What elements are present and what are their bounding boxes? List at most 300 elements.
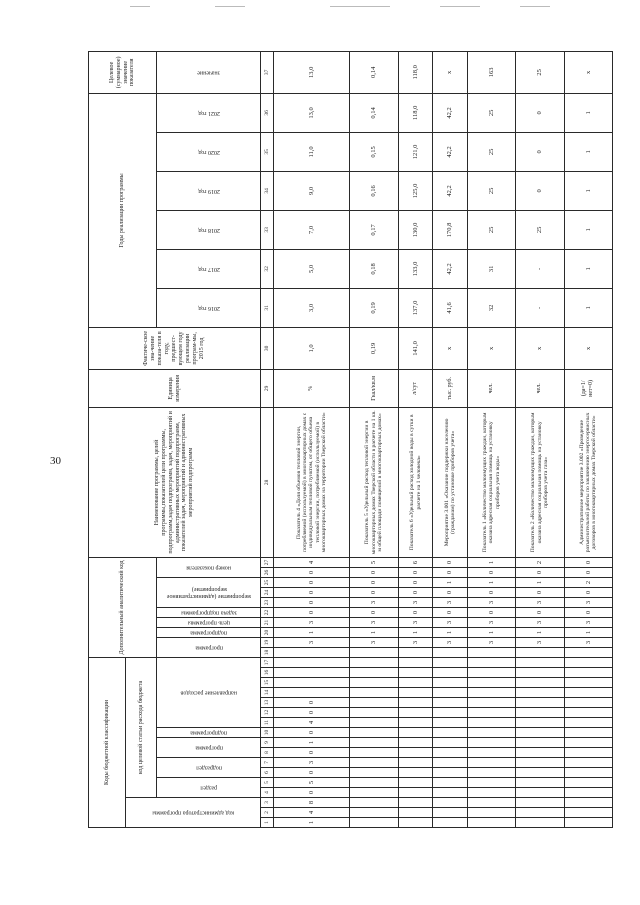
budget-code-cell: 0: [274, 748, 350, 758]
header-target-value: значение: [157, 51, 261, 93]
budget-code-cell: [274, 657, 350, 667]
budget-code-cell: [467, 738, 515, 748]
analytic-code-cell: 3: [433, 617, 467, 627]
column-index-cell: 29: [261, 369, 274, 407]
column-index-cell: 6: [261, 768, 274, 778]
analytic-code-cell: [350, 647, 398, 657]
header-year-2018: 2018 год: [157, 210, 261, 249]
header-sub-direction: направление расходов: [157, 657, 261, 727]
budget-code-cell: [433, 818, 467, 828]
budget-code-cell: [350, 728, 398, 738]
analytic-code-cell: 1: [516, 577, 564, 587]
column-index-cell: 25: [261, 577, 274, 587]
base-year-value: х: [467, 327, 515, 369]
column-index-cell: 22: [261, 607, 274, 617]
page-number: 30: [50, 455, 61, 467]
analytic-code-cell: 0: [433, 587, 467, 597]
budget-code-cell: [516, 718, 564, 728]
table-row: [398, 51, 432, 827]
analytic-code-cell: 3: [564, 637, 612, 647]
year-value-cell: 1: [564, 288, 612, 327]
budget-code-cell: [516, 657, 564, 667]
budget-code-cell: [516, 748, 564, 758]
analytic-code-cell: 1: [516, 627, 564, 637]
year-value-cell: 1: [564, 249, 612, 288]
column-index-cell: 1: [261, 818, 274, 828]
budget-code-cell: [398, 818, 432, 828]
budget-code-cell: [433, 708, 467, 718]
budget-code-cell: [274, 688, 350, 698]
year-value-cell: 125,0: [398, 171, 432, 210]
analytic-code-cell: 2: [516, 557, 564, 567]
table-row: [467, 51, 515, 827]
year-value-cell: 1: [564, 132, 612, 171]
analytic-code-cell: 0: [274, 607, 350, 617]
year-value-cell: 9,0: [274, 171, 350, 210]
column-index-cell: 36: [261, 93, 274, 132]
budget-code-cell: 5: [274, 778, 350, 788]
analytic-code-cell: 1: [564, 627, 612, 637]
analytic-code-cell: 0: [433, 607, 467, 617]
analytic-code-cell: 0: [274, 597, 350, 607]
budget-code-cell: 0: [274, 768, 350, 778]
indicator-name-cell: Показатель 2 «Количество малоимущих граждан, которым оказана адресная социальная помощь на установку приборов учета газа»: [516, 407, 564, 557]
analytic-code-cell: 3: [398, 597, 432, 607]
budget-code-cell: [350, 778, 398, 788]
year-value-cell: 0,14: [350, 93, 398, 132]
target-value-cell: х: [433, 51, 467, 93]
budget-code-cell: [564, 768, 612, 778]
budget-code-cell: [516, 668, 564, 678]
budget-code-cell: [516, 808, 564, 818]
analytic-code-cell: [398, 647, 432, 657]
analytic-code-cell: 0: [398, 577, 432, 587]
base-year-value: х: [433, 327, 467, 369]
analytic-code-cell: 0: [433, 557, 467, 567]
year-value-cell: 42,2: [433, 93, 467, 132]
header-year-2017: 2017 год: [157, 249, 261, 288]
budget-code-cell: 0: [274, 708, 350, 718]
budget-code-cell: [350, 768, 398, 778]
year-value-cell: 170,8: [433, 210, 467, 249]
year-value-cell: 25: [467, 210, 515, 249]
budget-code-cell: [433, 748, 467, 758]
budget-code-cell: [467, 718, 515, 728]
column-index-cell: 4: [261, 788, 274, 798]
year-value-cell: 0: [516, 132, 564, 171]
budget-code-cell: [564, 798, 612, 808]
analytic-code-cell: 0: [274, 567, 350, 577]
year-value-cell: 0,15: [350, 132, 398, 171]
analytic-code-cell: 3: [433, 597, 467, 607]
header-an-task: задача подпрограммы: [157, 607, 261, 617]
header-name-col: Наименование программы, целей программы,показателей цели программы, подпрограмм,задач подпрограмм, задач, мероприятий и административных мероприятий подпрограмм, показателей задач, мероприятий и административных мероприятий подпрограмм: [89, 407, 261, 557]
base-year-value: 1,0: [274, 327, 350, 369]
column-index-cell: 14: [261, 688, 274, 698]
target-value-cell: 13,0: [274, 51, 350, 93]
budget-code-cell: [433, 688, 467, 698]
year-value-cell: 13,0: [274, 93, 350, 132]
analytic-code-cell: 0: [564, 587, 612, 597]
budget-code-cell: [398, 758, 432, 768]
budget-code-cell: [564, 678, 612, 688]
column-index-cell: 23: [261, 597, 274, 607]
budget-code-cell: [516, 728, 564, 738]
budget-code-cell: [350, 738, 398, 748]
budget-code-cell: [350, 818, 398, 828]
column-index-cell: 37: [261, 51, 274, 93]
table-row: [564, 51, 612, 827]
unit-cell: %: [274, 369, 350, 407]
analytic-code-cell: 0: [350, 587, 398, 597]
analytic-code-cell: 0: [350, 607, 398, 617]
budget-code-cell: [564, 748, 612, 758]
year-value-cell: -: [516, 249, 564, 288]
base-year-value: х: [516, 327, 564, 369]
base-year-value: 0,19: [350, 327, 398, 369]
year-value-cell: 121,0: [398, 132, 432, 171]
year-value-cell: 130,0: [398, 210, 432, 249]
analytic-code-cell: 6: [398, 557, 432, 567]
budget-code-cell: [398, 768, 432, 778]
header-budget-code: код целевой статьи расхода бюджета: [126, 657, 157, 797]
budget-code-cell: [564, 758, 612, 768]
analytic-code-cell: 3: [350, 617, 398, 627]
budget-code-cell: [467, 668, 515, 678]
analytic-code-cell: 3: [398, 637, 432, 647]
budget-code-cell: [274, 668, 350, 678]
analytic-code-cell: 3: [467, 617, 515, 627]
budget-code-cell: [564, 657, 612, 667]
budget-code-cell: [398, 748, 432, 758]
budget-code-cell: [433, 788, 467, 798]
year-value-cell: 1: [564, 93, 612, 132]
analytic-code-cell: 1: [467, 627, 515, 637]
analytic-code-cell: 0: [467, 587, 515, 597]
header-sub-razdel: раздел: [157, 778, 261, 798]
budget-code-cell: [564, 738, 612, 748]
header-sub-podrazdel: подраздел: [157, 758, 261, 778]
budget-code-cell: [433, 798, 467, 808]
budget-code-cell: [350, 657, 398, 667]
year-value-cell: 25: [467, 171, 515, 210]
budget-code-cell: [467, 657, 515, 667]
year-value-cell: 32: [467, 288, 515, 327]
budget-code-cell: 1: [274, 818, 350, 828]
column-index-cell: 35: [261, 132, 274, 171]
program-indicators-table: [88, 51, 613, 828]
analytic-code-cell: 1: [398, 627, 432, 637]
column-index-cell: 11: [261, 718, 274, 728]
column-index-cell: 19: [261, 637, 274, 647]
budget-code-cell: [398, 808, 432, 818]
analytic-code-cell: 3: [350, 597, 398, 607]
column-index-row: [261, 51, 274, 827]
year-value-cell: 0,18: [350, 249, 398, 288]
budget-code-cell: [350, 758, 398, 768]
header-sub-program: программа: [157, 738, 261, 758]
year-value-cell: 41,6: [433, 288, 467, 327]
year-value-cell: 0,17: [350, 210, 398, 249]
budget-code-cell: [467, 768, 515, 778]
budget-code-cell: 8: [274, 798, 350, 808]
analytic-code-cell: 3: [516, 637, 564, 647]
year-value-cell: 31: [467, 249, 515, 288]
budget-code-cell: [467, 708, 515, 718]
analytic-code-cell: [564, 647, 612, 657]
budget-code-cell: [350, 788, 398, 798]
budget-code-cell: [433, 698, 467, 708]
budget-code-cell: [564, 698, 612, 708]
analytic-code-cell: 3: [516, 617, 564, 627]
year-value-cell: 25: [516, 210, 564, 249]
column-index-cell: 9: [261, 738, 274, 748]
budget-code-cell: [398, 688, 432, 698]
budget-code-cell: [398, 728, 432, 738]
year-value-cell: 3,0: [274, 288, 350, 327]
rotated-table-frame: [88, 56, 613, 828]
budget-code-cell: [350, 748, 398, 758]
analytic-code-cell: 3: [350, 637, 398, 647]
budget-code-cell: [350, 718, 398, 728]
budget-code-cell: [516, 688, 564, 698]
table-row: [516, 51, 564, 827]
target-value-cell: 25: [516, 51, 564, 93]
budget-code-cell: [467, 788, 515, 798]
year-value-cell: 42,2: [433, 249, 467, 288]
analytic-code-cell: 0: [433, 567, 467, 577]
column-index-cell: 2: [261, 808, 274, 818]
year-value-cell: 25: [467, 93, 515, 132]
budget-code-cell: [350, 708, 398, 718]
year-value-cell: 0: [516, 93, 564, 132]
analytic-code-cell: [467, 647, 515, 657]
year-value-cell: 5,0: [274, 249, 350, 288]
column-index-cell: 18: [261, 647, 274, 657]
budget-code-cell: [350, 808, 398, 818]
unit-cell: чел.: [516, 369, 564, 407]
budget-code-cell: [516, 788, 564, 798]
column-index-cell: 17: [261, 657, 274, 667]
budget-code-cell: [467, 698, 515, 708]
table-row: [350, 51, 398, 827]
budget-code-cell: [564, 668, 612, 678]
analytic-code-cell: 4: [274, 557, 350, 567]
budget-code-cell: [274, 678, 350, 688]
header-years-block: Годы реализации программы: [89, 93, 157, 327]
column-index-cell: 8: [261, 748, 274, 758]
budget-code-cell: [398, 718, 432, 728]
analytic-code-cell: 3: [274, 637, 350, 647]
header-target-block: Целевое (суммарное) значение показателя: [89, 51, 157, 93]
header-sub-admin: код администратора программы: [126, 798, 261, 828]
unit-cell: Гкал/кв.м: [350, 369, 398, 407]
budget-code-cell: [564, 808, 612, 818]
budget-code-cell: [350, 798, 398, 808]
budget-code-cell: [398, 778, 432, 788]
budget-code-cell: [516, 768, 564, 778]
analytic-code-cell: 0: [516, 607, 564, 617]
unit-cell: чел.: [467, 369, 515, 407]
budget-code-cell: [398, 698, 432, 708]
year-value-cell: 0,19: [350, 288, 398, 327]
column-index-cell: 34: [261, 171, 274, 210]
budget-code-cell: [516, 798, 564, 808]
column-index-cell: 33: [261, 210, 274, 249]
column-index-cell: 7: [261, 758, 274, 768]
year-value-cell: 1: [564, 210, 612, 249]
budget-code-cell: [398, 657, 432, 667]
indicator-name-cell: Мероприятие 3.001 «Оказание поддержки населению (гражданам) по установке приборов учета»: [433, 407, 467, 557]
analytic-code-cell: [433, 647, 467, 657]
column-index-cell: 30: [261, 327, 274, 369]
budget-code-cell: [516, 738, 564, 748]
budget-code-cell: [350, 668, 398, 678]
budget-code-cell: [433, 678, 467, 688]
budget-code-cell: [433, 758, 467, 768]
target-value-cell: 163: [467, 51, 515, 93]
budget-code-cell: [398, 738, 432, 748]
table-row: [274, 51, 350, 827]
analytic-code-cell: [274, 647, 350, 657]
budget-code-cell: [398, 678, 432, 688]
target-value-cell: х: [564, 51, 612, 93]
year-value-cell: 7,0: [274, 210, 350, 249]
target-value-cell: 118,0: [398, 51, 432, 93]
budget-code-cell: [516, 678, 564, 688]
budget-code-cell: [467, 688, 515, 698]
analytic-code-cell: 0: [564, 557, 612, 567]
budget-code-cell: [564, 708, 612, 718]
table-row: [433, 51, 467, 827]
budget-code-cell: [350, 688, 398, 698]
analytic-code-cell: 3: [516, 597, 564, 607]
analytic-code-cell: 0: [398, 567, 432, 577]
analytic-code-cell: 1: [467, 557, 515, 567]
analytic-code-cell: 1: [433, 627, 467, 637]
year-value-cell: 25: [467, 132, 515, 171]
column-index-cell: 27: [261, 557, 274, 567]
header-analytic-code: Дополнительный аналитический код: [89, 557, 157, 657]
budget-code-cell: 1: [274, 738, 350, 748]
analytic-code-cell: 0: [516, 587, 564, 597]
year-value-cell: 137,0: [398, 288, 432, 327]
year-value-cell: 0: [516, 171, 564, 210]
analytic-code-cell: 3: [433, 637, 467, 647]
budget-code-cell: [516, 698, 564, 708]
budget-code-cell: [467, 808, 515, 818]
budget-code-cell: [433, 728, 467, 738]
budget-code-cell: [516, 778, 564, 788]
analytic-code-cell: 0: [564, 567, 612, 577]
analytic-code-cell: 0: [398, 587, 432, 597]
column-index-cell: 24: [261, 587, 274, 597]
analytic-code-cell: 0: [350, 577, 398, 587]
budget-code-cell: [433, 718, 467, 728]
header-an-subprogram: подпрограмма: [157, 627, 261, 637]
budget-code-cell: [564, 728, 612, 738]
budget-code-cell: [467, 728, 515, 738]
year-value-cell: 11,0: [274, 132, 350, 171]
header-sub-subprogram: подпрограмма: [157, 728, 261, 738]
column-index-cell: 13: [261, 698, 274, 708]
analytic-code-cell: 0: [516, 567, 564, 577]
budget-code-cell: [564, 688, 612, 698]
indicator-name-cell: Показатель 6 «Удельный расход холодной воды в сутки в расчете на 1 человека»: [398, 407, 432, 557]
budget-code-cell: 4: [274, 808, 350, 818]
indicator-name-cell: Административное мероприятие 3.002 «Проведение разъяснительной работы по заключению энергосервисных договоров в многоквартирных домах Тверской области»: [564, 407, 612, 557]
column-index-cell: 3: [261, 798, 274, 808]
budget-code-cell: [398, 798, 432, 808]
base-year-value: х: [564, 327, 612, 369]
target-value-cell: 0,14: [350, 51, 398, 93]
budget-code-cell: [467, 758, 515, 768]
rotated-table-content: [88, 56, 613, 828]
budget-code-cell: [433, 808, 467, 818]
analytic-code-cell: 3: [564, 617, 612, 627]
budget-code-cell: [516, 818, 564, 828]
budget-code-cell: [433, 778, 467, 788]
column-index-cell: 32: [261, 249, 274, 288]
column-index-cell: 21: [261, 617, 274, 627]
budget-code-cell: [564, 818, 612, 828]
budget-code-cell: [433, 768, 467, 778]
budget-code-cell: 4: [274, 718, 350, 728]
budget-code-cell: [564, 788, 612, 798]
column-index-cell: 28: [261, 407, 274, 557]
analytic-code-cell: 3: [467, 597, 515, 607]
budget-code-cell: 0: [274, 788, 350, 798]
year-value-cell: 42,2: [433, 132, 467, 171]
column-index-cell: 15: [261, 678, 274, 688]
header-unit-col: Единица измерения: [89, 369, 261, 407]
analytic-code-cell: 1: [350, 627, 398, 637]
analytic-code-cell: 0: [274, 577, 350, 587]
indicator-name-cell: Показатель 1 «Количество малоимущих граждан, которым оказана адресная социальная помощь на установку приборов учета воды»: [467, 407, 515, 557]
indicator-name-cell: Показатель 4 «Доля объемов тепловой энергии, потребляемой (используемой) в многоквартирных домах с индивидуальным тепловой пунктом, от общего объема тепловой энергии, потребляемой (используемой) в многоквартирных домах на территории Тверской области»: [274, 407, 350, 557]
budget-code-cell: [398, 708, 432, 718]
year-value-cell: 0,16: [350, 171, 398, 210]
analytic-code-cell: 2: [564, 577, 612, 587]
budget-code-cell: [433, 668, 467, 678]
column-index-cell: 5: [261, 778, 274, 788]
budget-code-cell: [467, 818, 515, 828]
budget-code-cell: [564, 718, 612, 728]
year-value-cell: 42,2: [433, 171, 467, 210]
analytic-code-cell: 0: [350, 567, 398, 577]
budget-code-cell: [467, 798, 515, 808]
analytic-code-cell: 3: [467, 637, 515, 647]
column-index-cell: 10: [261, 728, 274, 738]
budget-code-cell: [433, 738, 467, 748]
analytic-code-cell: 0: [467, 567, 515, 577]
header-codes-block: Коды бюджетной классификации: [89, 657, 126, 827]
year-value-cell: 118,0: [398, 93, 432, 132]
analytic-code-cell: 5: [350, 557, 398, 567]
analytic-code-cell: 1: [467, 577, 515, 587]
budget-code-cell: [433, 657, 467, 667]
analytic-code-cell: [516, 647, 564, 657]
budget-code-cell: [398, 788, 432, 798]
budget-code-cell: [467, 748, 515, 758]
base-year-value: 141,0: [398, 327, 432, 369]
header-an-program: программа: [157, 637, 261, 657]
analytic-code-cell: 1: [433, 577, 467, 587]
unit-cell: (да=1/ нет=0): [564, 369, 612, 407]
header-base-year: Фактиче-ское зна-чение показа-теля в году, предшест-вующем году реализации програм-мы, 2015 год: [89, 327, 261, 369]
analytic-code-cell: 1: [274, 627, 350, 637]
budget-code-cell: 0: [274, 698, 350, 708]
